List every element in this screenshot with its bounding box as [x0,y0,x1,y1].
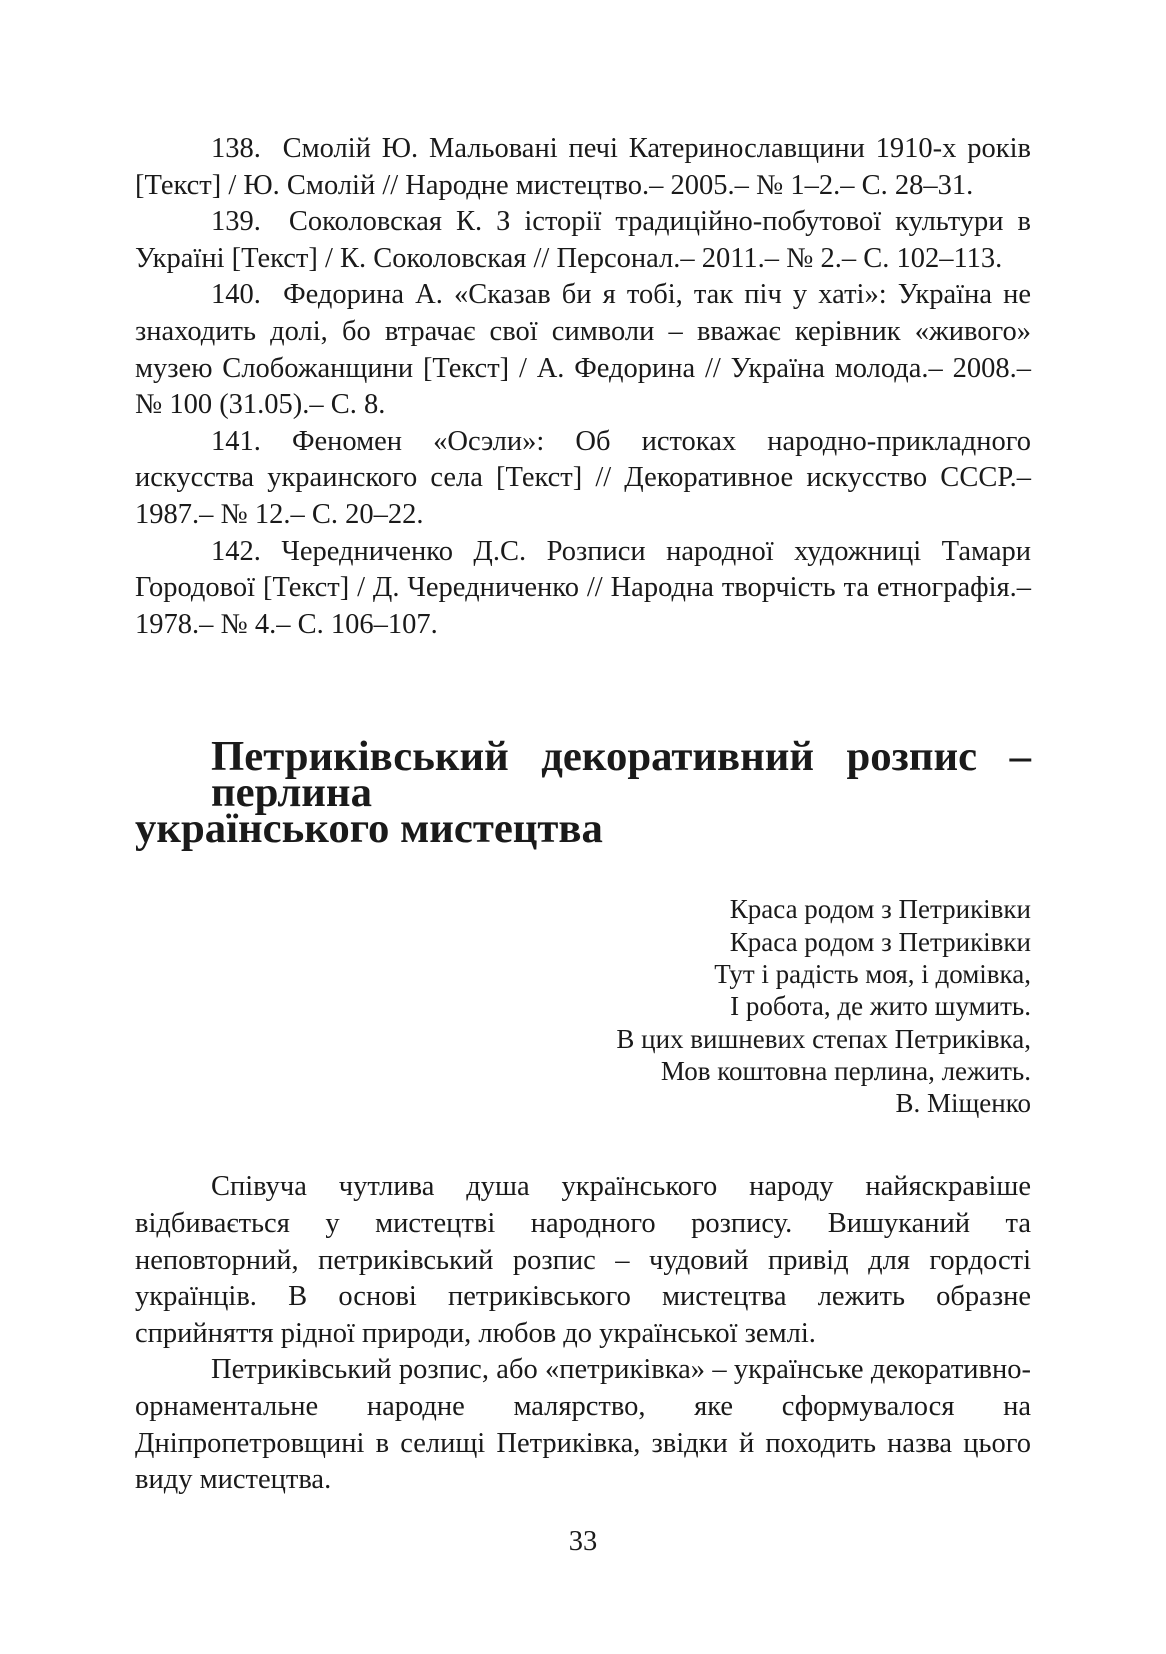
reference-item: 138. Смолій Ю. Мальовані печі Катеринославщини 1910-х років [Текст] / Ю. Смолій // Народне мистецтво.– 2005.– № 1–2.– С. 28–31. [135,133,1031,201]
paragraph: Співуча чутлива душа українського народу найяскравіше відбивається у мистецтві народного розпису. Вишуканий та неповторний, петриківський розпис – чудовий привід для гордості українців. В основі петриківського мистецтва лежить образне сприйняття рідної природи, любов до української землі. [135,1171,1031,1349]
epigraph-line: В цих вишневих степах Петриківка, [616,1023,1031,1054]
body-text [135,1169,1031,1498]
epigraph-line: І робота, де жито шумить. [730,991,1031,1022]
reference-item: 141. Феномен «Осэли»: Об истоках народно-прикладного искусства украинского села [Текст] // Декоративное искусство СССР.– 1987.– № 12.– С. 20–22. [135,425,1031,530]
epigraph-line: Мов коштовна перлина, лежить. [660,1055,1031,1086]
reference-item: 142. Чередниченко Д.С. Розписи народної художниці Тамари Городової [Текст] / Д. Чередниченко // Народна творчість та етнографія.– 1978.– № 4.– С. 106–107. [135,535,1031,640]
page-content [135,131,1031,1499]
spacer [135,643,1031,739]
epigraph-line: Тут і радість моя, і домівка, [714,958,1031,989]
section-heading [135,733,1031,853]
epigraph-line: Краса родом з Петриківки [729,926,1031,957]
page-number: 33 [568,1526,598,1557]
paragraph: Петриківський розпис, або «петриківка» – українське декоративно-орнаментальне народне малярство, яке сформувалося на Дніпропетровщині в селищі Петриківка, звідки й походить назва цього виду мистецтва. [135,1354,1031,1496]
epigraph-author: В. Міщенко [895,1088,1031,1119]
reference-list [135,131,1031,643]
reference-item: 139. Соколовская К. З історії традиційно-побутової культури в Україні [Текст] / К. Соколовская // Персонал.– 2011.– № 2.– С. 102–113. [135,206,1031,274]
epigraph-line: Краса родом з Петриківки [729,894,1031,925]
section-heading-line-1: Петриківський декоративний розпис – перлина [211,733,1031,817]
spacer [135,1119,1031,1169]
epigraph [135,893,1031,1119]
reference-item: 140. Федорина А. «Сказав би я тобі, так піч у хаті»: Україна не знаходить долі, бо втрачає свої символи – вважає керівник «живого» музею Слобожанщини [Текст] / А. Федорина // Україна молода.– 2008.– № 100 (31.05).– С. 8. [135,279,1031,421]
spacer [135,847,1031,893]
section-heading-line-2: українського мистецтва [135,805,603,853]
